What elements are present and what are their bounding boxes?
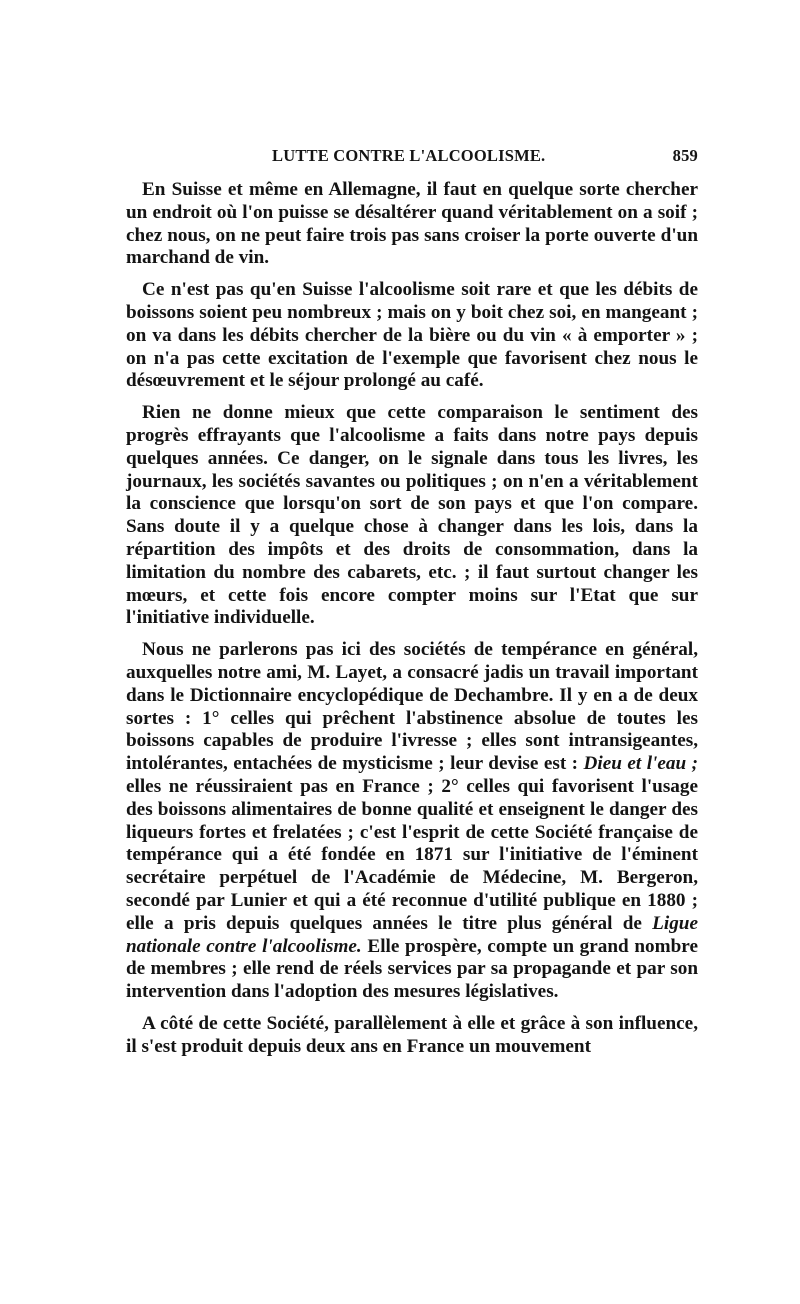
running-title: LUTTE CONTRE L'ALCOOLISME. (272, 146, 546, 165)
motto-italic: Dieu et l'eau ; (583, 753, 699, 775)
body-text (126, 179, 698, 1058)
league-name-italic: Ligue nationale contre l'alcoolisme. (126, 912, 698, 957)
page-number: 859 (672, 146, 698, 165)
paragraph-4 (126, 639, 698, 1004)
paragraph-4-part-3: Elle prospère, compte un grand nombre de membres ; elle rend de réels services par sa propagande et par son intervention dans l'adoption des mesures législatives. (126, 935, 698, 1003)
paragraph-4-part-2: elles ne réussiraient pas en France ; 2° celles qui favorisent l'usage des boissons alimentaires de bonne qualité et enseignent le danger des liqueurs fortes et frelatées ; c'est l'esprit de cette Société française de tempérance qui a été fondée en 1871 sur l'initiative de l'éminent secrétaire perpétuel de l'Académie de Médecine, M. Bergeron, secondé par Lunier et qui a été reconnue d'utilité publique en 1880 ; elle a pris depuis quelques années le titre plus général de (126, 775, 698, 934)
paragraph-1: En Suisse et même en Allemagne, il faut en quelque sorte chercher un endroit où l'on puisse se désaltérer quand véritablement on a soif ; chez nous, on ne peut faire trois pas sans croiser la porte ouverte d'un marchand de vin. (126, 179, 698, 269)
paragraph-5: A côté de cette Société, parallèlement à elle et grâce à son influence, il s'est produit depuis deux ans en France un mouvement (126, 1012, 698, 1057)
paragraph-3: Rien ne donne mieux que cette comparaison le sentiment des progrès effrayants que l'alcoolisme a faits dans notre pays depuis quelques années. Ce danger, on le signale dans tous les livres, les journaux, les sociétés savantes ou politiques ; on n'en a véritablement la conscience que lorsqu'on sort de son pays et que l'on compare. Sans doute il y a quelque chose à changer dans les lois, dans la répartition des impôts et des droits de consommation, dans la limitation du nombre des cabarets, etc. ; il faut surtout changer les mœurs, et cette fois encore compter moins sur l'Etat que sur l'initiative individuelle. (126, 402, 698, 629)
running-header (126, 146, 698, 168)
paragraph-2: Ce n'est pas qu'en Suisse l'alcoolisme soit rare et que les débits de boissons soient peu nombreux ; mais on y boit chez soi, en mangeant ; on va dans les débits chercher de la bière ou du vin « à emporter » ; on n'a pas cette excitation de l'exemple que favorisent chez nous le désœuvrement et le séjour prolongé au café. (126, 279, 698, 392)
paragraph-4-part-1: Nous ne parlerons pas ici des sociétés de tempérance en général, auxquelles notre ami, M. Layet, a consacré jadis un travail important dans le Dictionnaire encyclopédique de Dechambre. Il y en a de deux sortes : 1° celles qui prêchent l'abstinence absolue de toutes les boissons capables de produire l'ivresse ; elles sont intransigeantes, intolérantes, entachées de mysticisme ; leur devise est : (126, 639, 698, 775)
